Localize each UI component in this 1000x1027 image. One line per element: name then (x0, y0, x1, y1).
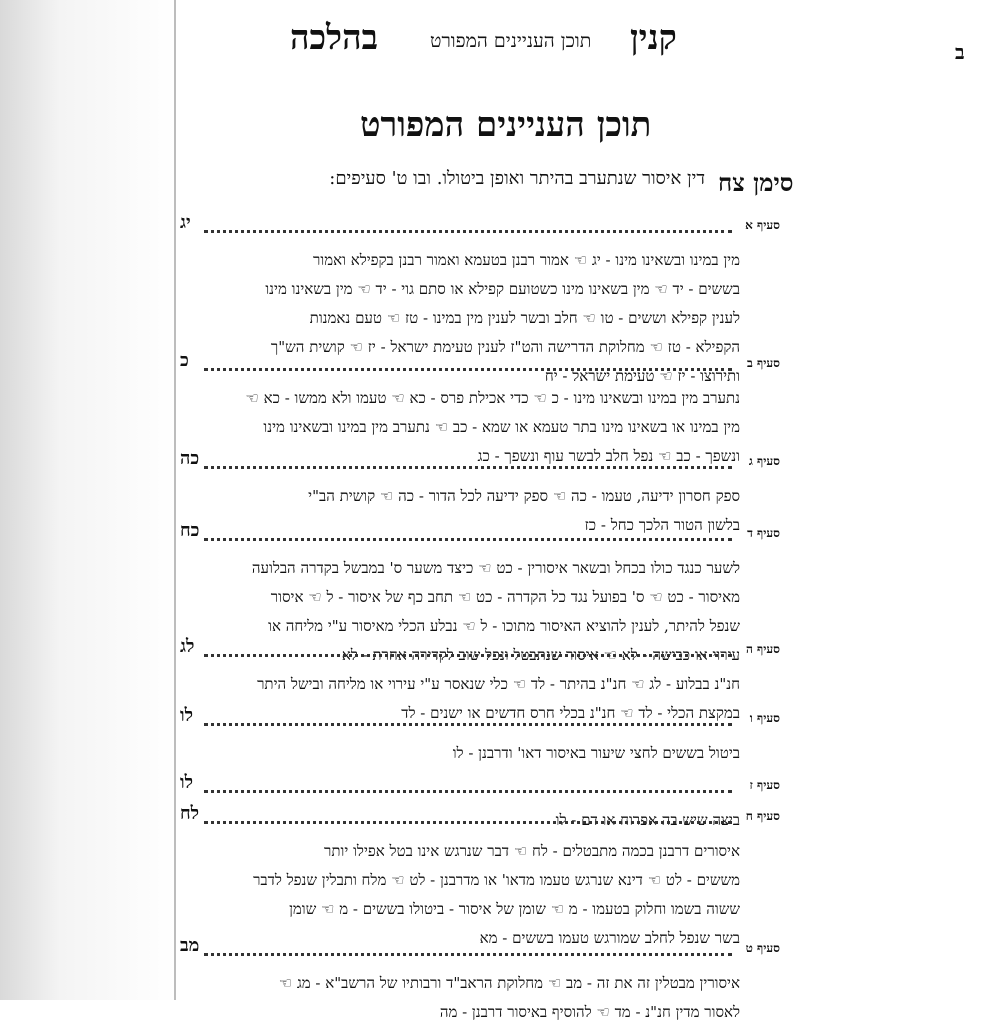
topic-line: מין במינו או בשאינו מינו בתר טעמא או שמא - כב ☜ נתערב מין במינו ובשאינו מינו (263, 418, 740, 436)
seif-page-number: לג (180, 636, 195, 657)
topic-line: לאסור מדין חנ"נ - מד ☜ להוסיף באיסור דרבנן - מה (439, 1003, 740, 1021)
seif-heading-row (180, 448, 780, 482)
seif-label: סעיף ט (745, 941, 780, 955)
dot-leader (204, 723, 732, 726)
seif-label: סעיף ו (749, 711, 780, 725)
seif-topics (180, 739, 740, 768)
topic-line: עירוי או כבישה - לא ☜ איסור שנתבטל ונפל שוב לקדירה אחרת - לא (341, 646, 740, 664)
topic-line: לענין קפילא וששים - טו ☜ חלב ובשר לענין מין במינו - טז ☜ טעם נאמנות (309, 309, 740, 327)
topic-line: בלשון הטור הלכך כחל - כז (584, 516, 740, 534)
dot-leader (204, 654, 732, 657)
seif-topics (180, 969, 740, 1027)
seif-page-number: לח (180, 803, 200, 824)
seif-label: סעיף א (745, 218, 780, 232)
seif-heading-row (180, 935, 780, 969)
topic-line: נתערב מין במינו ובשאינו מינו - כ ☜ כדי אכילת פרס - כא ☜ טעמו ולא ממשו - כא ☜ (245, 389, 740, 407)
topic-line: ששוה בשמו וחלוק בטעמו - מ ☜ שומן של איסור - ביטולו בששים - מ ☜ שומן (289, 900, 740, 918)
seif-page-number: כה (180, 448, 200, 469)
dot-leader (204, 790, 732, 793)
topic-line: איסורין מבטלין זה את זה - מב ☜ מחלוקת הראב"ד ורבותיו של הרשב"א - מג ☜ (278, 974, 740, 992)
seif-label: סעיף ב (747, 356, 780, 370)
seif-label: סעיף ד (747, 526, 780, 540)
topic-line: מאיסור - כט ☜ ס' בפועל נגד כל הקדרה - כט ☜ תחב כף של איסור - ל ☜ איסור (270, 588, 740, 606)
dot-leader (204, 953, 732, 956)
seif-heading-row (180, 350, 780, 384)
seif-page-number: מב (180, 935, 200, 956)
dot-leader (204, 230, 732, 233)
topic-line: לשער כנגד כולו בכחל ובשאר איסורין - כט ☜ כיצד משער ס' במבשל בקדרה הבלועה (251, 559, 740, 577)
seif-heading-row (180, 772, 780, 806)
dot-leader (204, 368, 732, 371)
seif-heading-row (180, 212, 780, 246)
topic-line: ונשפך - כב ☜ נפל חלב לבשר עוף ונשפך - כג (477, 447, 740, 465)
topic-line: ביצה שיש בה אפרוח או דם - לו (555, 811, 740, 829)
seif-entry (180, 935, 780, 1027)
topic-line: בשר שנפל לחלב שמורגש טעמו בששים - מא (479, 929, 740, 947)
topic-line: שנפל להיתר, לענין להוציא האיסור מתוכו - ל ☜ נבלע הכלי מאיסור ע"י מליחה או (268, 617, 740, 635)
seif-page-number: יג (180, 212, 191, 233)
seif-entry (180, 705, 780, 768)
seif-label: סעיף ה (745, 642, 780, 656)
dot-leader (204, 538, 732, 541)
seif-heading-row (180, 520, 780, 554)
page-title: תוכן העניינים המפורט (360, 105, 652, 145)
dot-leader (204, 466, 732, 469)
running-header-subtitle: תוכן העניינים המפורט (430, 30, 592, 52)
topic-line: ביטול בששים לחצי שיעור באיסור דאו' ודרבנן - לו (452, 744, 740, 762)
seif-page-number: כח (180, 520, 200, 541)
siman-description: דין איסור שנתערב בהיתר ואופן ביטולו. ובו ט' סעיפים: (329, 168, 705, 189)
seif-entry (180, 803, 780, 953)
topic-line: ותירוצו - יז ☜ טעימת ישראל - יח (544, 367, 740, 385)
seif-label: סעיף ח (745, 809, 780, 823)
seif-page-number: לו (180, 772, 194, 793)
topic-line: ספק חסרון ידיעה, טעמו - כה ☜ ספק ידיעה לכל הדור - כה ☜ קושית הב"י (308, 487, 740, 505)
seif-heading-row (180, 803, 780, 837)
topic-line: הקפילא - טז ☜ מחלוקת הדרישה והט"ז לענין טעימת ישראל - יז ☜ קושית הש"ך (270, 338, 740, 356)
topic-line: איסורים דרבנן בכמה מתבטלים - לח ☜ דבר שנרגש אינו בטל אפילו יותר (324, 842, 740, 860)
running-header-behalacha: בהלכה (290, 18, 379, 58)
seif-page-number: כ (180, 350, 189, 371)
topic-line: מששים - לט ☜ דינא שנרגש טעמו מדאו' או מדרבנן - לט ☜ מלח ותבלין שנפל לדבר (253, 871, 740, 889)
page-number: ב (955, 40, 965, 64)
topic-line: במקצת הכלי - לד ☜ חנ"נ בכלי חרס חדשים או ישנים - לד (401, 704, 740, 722)
topic-line: מין במינו ובשאינו מינו - יג ☜ אמור רבנן בטעמא ואמור רבנן בקפילא ואמור (313, 251, 740, 269)
seif-label: סעיף ג (748, 454, 780, 468)
seif-label: סעיף ז (749, 778, 780, 792)
seif-heading-row (180, 705, 780, 739)
siman-label: סימן צח (718, 168, 794, 197)
running-header-kinyan: קנין (630, 18, 677, 58)
seif-page-number: לו (180, 705, 194, 726)
seif-heading-row (180, 636, 780, 670)
topic-line: חנ"נ בבלוע - לג ☜ חנ"נ בהיתר - לד ☜ כלי שנאסר ע"י עירוי או מליחה ובישל היתר (257, 675, 740, 693)
dot-leader (204, 821, 732, 824)
topic-line: בששים - יד ☜ מין בשאינו מינו כשטועם קפילא או סתם גוי - יד ☜ מין בשאינו מינו (265, 280, 740, 298)
